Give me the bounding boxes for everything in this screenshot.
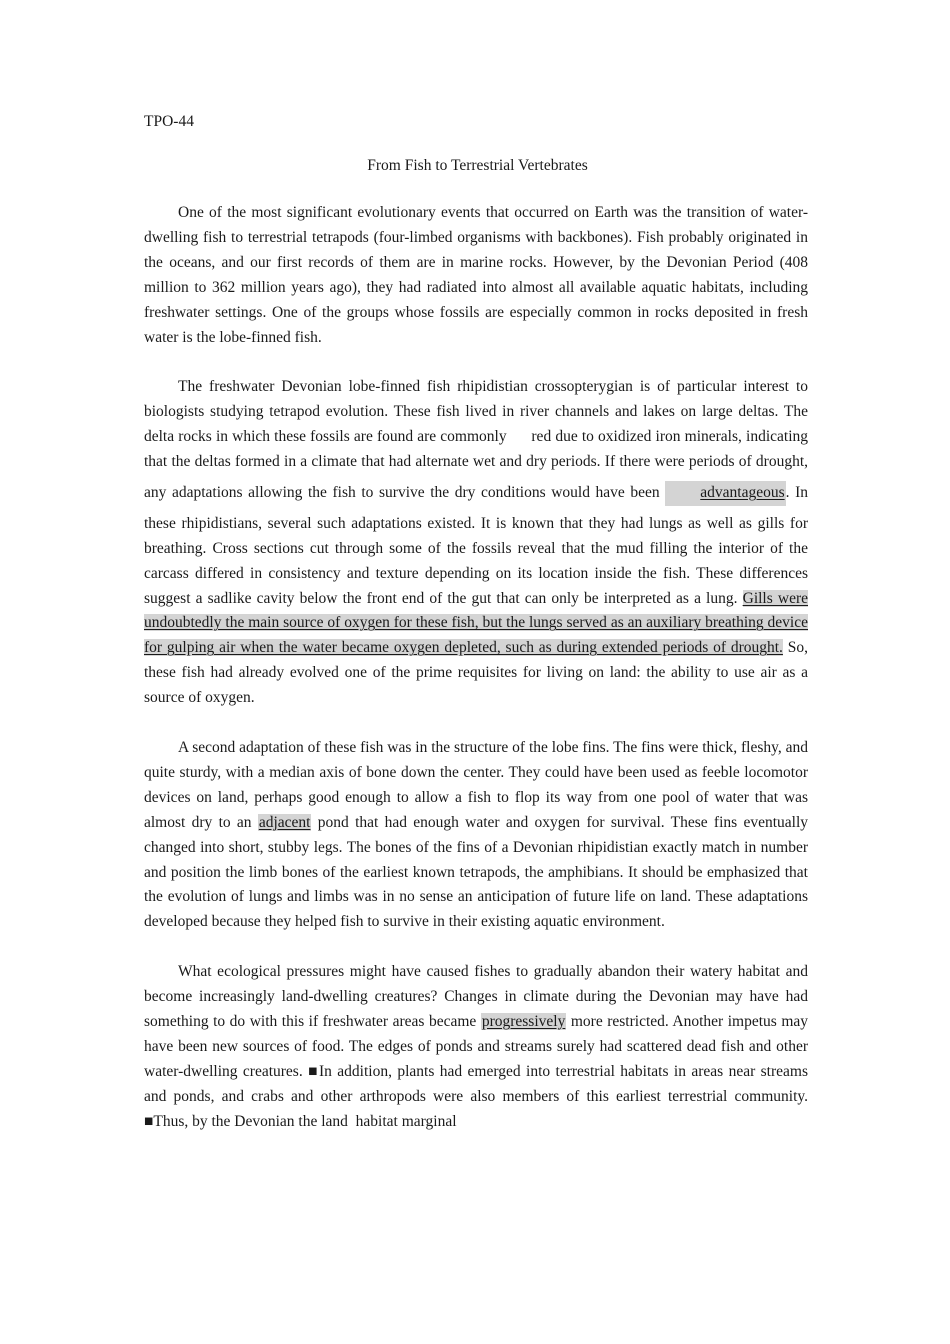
highlight-word-advantageous[interactable]: advantageous <box>665 481 785 506</box>
paragraph-4-text-a: What ecological pressures might have caused fishes to gradually abandon their watery habitat and become increasingly land-dwelling creatures? Changes in climate during the Devonian may have had something to do with this if freshwater areas became <box>144 963 808 1030</box>
paragraph-2-text-c: So, these fish had already evolved one of the prime requisites for living on land: the ability to use air as a source of oxygen. <box>144 639 809 707</box>
highlighted-sentence[interactable]: Gills were undoubtedly the main source of oxygen for these fish, but the lungs served as an auxiliary breathing device for gulping air when the water became oxygen depleted, such as during extended periods of drought. <box>144 589 808 657</box>
highlight-word-progressively[interactable]: progressively <box>481 1012 566 1030</box>
paragraph-4-text-b: more restricted. Another impetus may have been new sources of food. The edges of ponds and streams surely had scattered dead fish and other water-dwelling creatures. ■In addition, plants had emerged into terrestrial habitats in areas near streams and ponds, and crabs and other arthropods were also members of this earliest terrestrial community. ■Thus, by the Devonian the land habitat marginal <box>144 1012 809 1130</box>
highlight-word-adjacent[interactable]: adjacent <box>258 813 311 831</box>
paragraph-2-text-b: . In these rhipidistians, several such adaptations existed. It is known that they had lungs as well as gills for breathing. Cross sections cut through some of the fossils reveal that the mud filling the interior of the carcass differed in consistency and texture depending on its location inside the fish. These differences suggest a sadlike cavity below the front end of the gut that can only be interpreted as a lung. <box>144 483 808 607</box>
paragraph-3-text-a: A second adaptation of these fish was in the structure of the lobe fins. The fins were thick, fleshy, and quite sturdy, with a median axis of bone down the center. They could have been used as feeble locomotor devices on land, perhaps good enough to allow a fish to flop its way from one pool of water that was almost dry to an <box>144 739 808 831</box>
paragraph-1: One of the most significant evolutionary events that occurred on Earth was the transition of water-dwelling fish to terrestrial tetrapods (four-limbed organisms with backbones). Fish probably originated in the oceans, and our first records of them are in marine rocks. However, by the Devonian Period (408 million to 362 million years ago), they had radiated into almost all available aquatic habitats, including freshwater settings. One of the groups whose fossils are especially common in rocks deposited in fresh water is the lobe-finned fish. <box>144 204 808 346</box>
document-body <box>144 201 808 1159</box>
paragraph-3-text-b: pond that had enough water and oxygen for survival. These fins eventually changed into short, stubby legs. The bones of the fins of a Devonian rhipidistian exactly match in number and position the limb bones of the earliest known tetrapods, the amphibians. It should be emphasized that the evolution of lungs and limbs was in no sense an anticipation of future life on land. These adaptations developed because they helped fish to survive in their existing aquatic environment. <box>144 813 809 931</box>
document-title: From Fish to Terrestrial Vertebrates <box>367 157 588 174</box>
document-label: TPO-44 <box>144 113 194 130</box>
paragraph-2-text-a: The freshwater Devonian lobe-finned fish rhipidistian crossopterygian is of particular interest to biologists studying tetrapod evolution. These fish lived in river channels and lakes on large deltas. The delta rocks in which these fossils are found are commonly red due to oxidized iron minerals, indicating that the deltas formed in a climate that had alternate wet and dry periods. If there were periods of drought, any adaptations allowing the fish to survive the dry conditions would have been <box>144 378 808 501</box>
paragraph-3 <box>144 736 808 935</box>
paragraph-2 <box>144 375 808 711</box>
paragraph-4 <box>144 960 808 1134</box>
